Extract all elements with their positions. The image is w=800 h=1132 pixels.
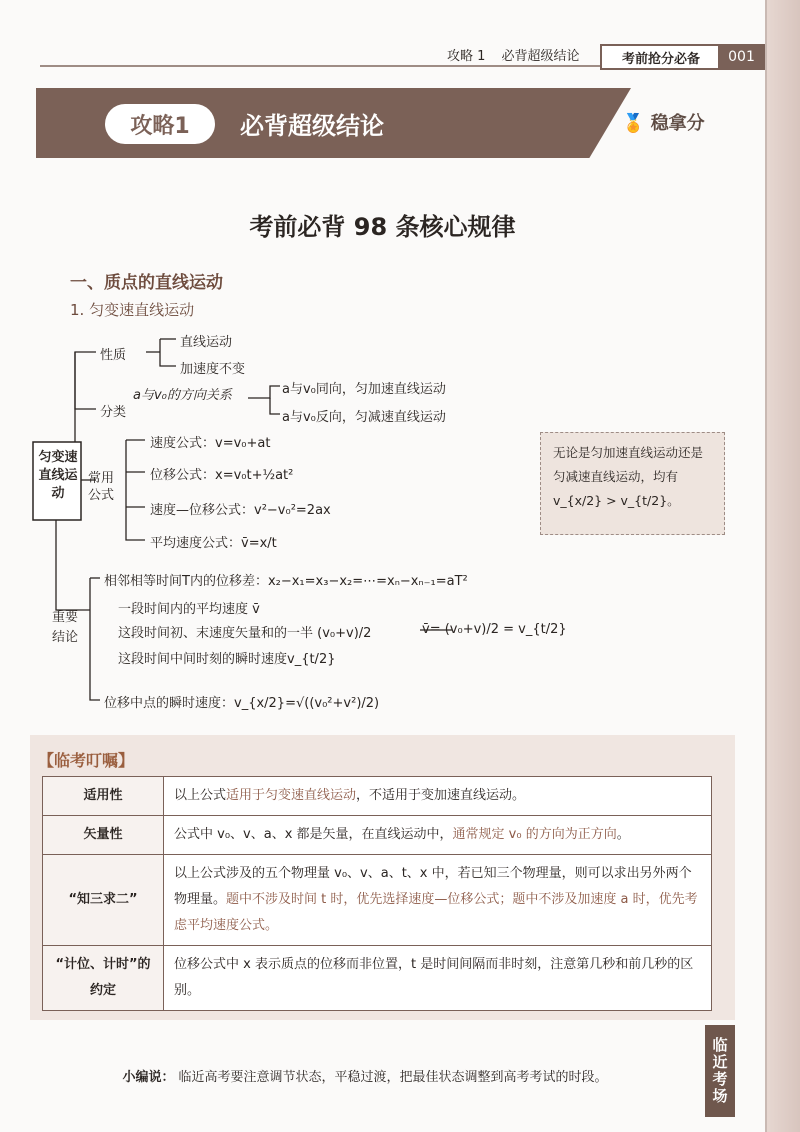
side-tab: 临近考场: [705, 1025, 735, 1117]
row-highlight: 适用于匀变速直线运动: [226, 788, 357, 803]
formula-2: 位移公式：x=v₀t+½at²: [150, 468, 294, 483]
table-row: [43, 777, 712, 816]
formula-3: 速度—位移公式：v²−v₀²=2ax: [150, 503, 331, 518]
conclusion-5: v̄= (v₀+v)/2 = v_{t/2}: [422, 622, 567, 637]
editor-text: 临近高考要注意调节状态，平稳过渡，把最佳状态调整到高考考试的时段。: [178, 1069, 608, 1085]
classify-label: 分类: [100, 405, 127, 420]
row-text: [164, 816, 712, 855]
page-number: 001: [718, 44, 765, 70]
mindmap-root: 匀变速直线运动: [38, 450, 78, 501]
row-head: 矢量性: [43, 816, 164, 855]
row-highlight: 题中不涉及时间 t 时，优先选择速度—位移公式；题中不涉及加速度 a 时，优先考虑平均速度公式。: [174, 892, 698, 933]
page-edge: [765, 0, 800, 1132]
nature-label: 性质: [100, 348, 127, 363]
row-head: “知三求二”: [43, 855, 164, 946]
badge-text: 稳拿分: [650, 113, 705, 134]
conclusion-6: 位移中点的瞬时速度：v_{x/2}=√((v₀²+v²)/2): [104, 696, 380, 711]
banner-title: 必背超级结论: [240, 112, 384, 140]
subsection-heading: 1. 匀变速直线运动: [70, 301, 195, 319]
nature-item-2: 加速度不变: [180, 362, 246, 377]
editor-note: [30, 1035, 700, 1115]
badge-stable: 🏅 稳拿分: [622, 113, 705, 134]
row-rest: 。: [616, 827, 630, 842]
conclusion-3: 这段时间初、末速度矢量和的一半 (v₀+v)/2: [118, 626, 372, 641]
running-subtitle: 必背超级结论: [501, 49, 580, 64]
row-head: 适用性: [43, 777, 164, 816]
row-rest: ，不适用于变加速直线运动。: [356, 788, 526, 803]
row-plain: 以上公式: [174, 788, 227, 803]
row-text: [164, 946, 712, 1011]
row-text: [164, 777, 712, 816]
formula-label: 常用公式: [88, 471, 115, 503]
section-heading: 一、质点的直线运动: [70, 273, 223, 293]
table-row: [43, 816, 712, 855]
row-head: “计位、计时”的约定: [43, 946, 164, 1011]
conclusion-4: 这段时间中间时刻的瞬时速度v_{t/2}: [118, 652, 336, 667]
linkao-table: [42, 776, 712, 1011]
formula-4: 平均速度公式：v̄=x/t: [150, 536, 277, 551]
classify-item-1: a与v₀同向，匀加速直线运动: [282, 382, 446, 397]
row-plain: 位移公式中 x 表示质点的位移而非位置，t 是时间间隔而非时刻，注意第几秒和前几秒的区别。: [174, 957, 694, 998]
running-title: 攻略 1: [447, 49, 486, 64]
editor-label: 小编说：: [122, 1069, 175, 1085]
linkao-title: 【临考叮嘱】: [38, 751, 135, 770]
conclusion-1: 相邻相等时间T内的位移差：x₂−x₁=x₃−x₂=⋯=xₙ−xₙ₋₁=aT²: [104, 574, 468, 589]
conclusion-2: 一段时间内的平均速度 v̄: [118, 602, 260, 617]
banner-label: 攻略1: [105, 104, 215, 144]
tip-box: 无论是匀加速直线运动还是匀减速直线运动，均有 v_{x/2} > v_{t/2}。: [540, 432, 725, 535]
classify-note: a与v₀的方向关系: [133, 388, 232, 403]
classify-item-2: a与v₀反向，匀减速直线运动: [282, 410, 446, 425]
nature-item-1: 直线运动: [180, 335, 233, 350]
table-row: [43, 855, 712, 946]
conclusion-label: 重要结论: [52, 610, 79, 645]
table-row: [43, 946, 712, 1011]
formula-1: 速度公式：v=v₀+at: [150, 436, 271, 451]
row-highlight: 通常规定 v₀ 的方向为正方向: [452, 827, 617, 842]
row-plain: 以上公式涉及的五个物理量 v₀、v、a、t、x 中，若已知三个物理量，则可以求出另外两个物理量。: [174, 866, 692, 907]
row-text: [164, 855, 712, 946]
row-plain: 公式中 v₀、v、a、x 都是矢量，在直线运动中，: [174, 827, 453, 842]
main-title: 考前必背 98 条核心规律: [249, 213, 516, 241]
section-box: 考前抢分必备: [600, 44, 722, 70]
